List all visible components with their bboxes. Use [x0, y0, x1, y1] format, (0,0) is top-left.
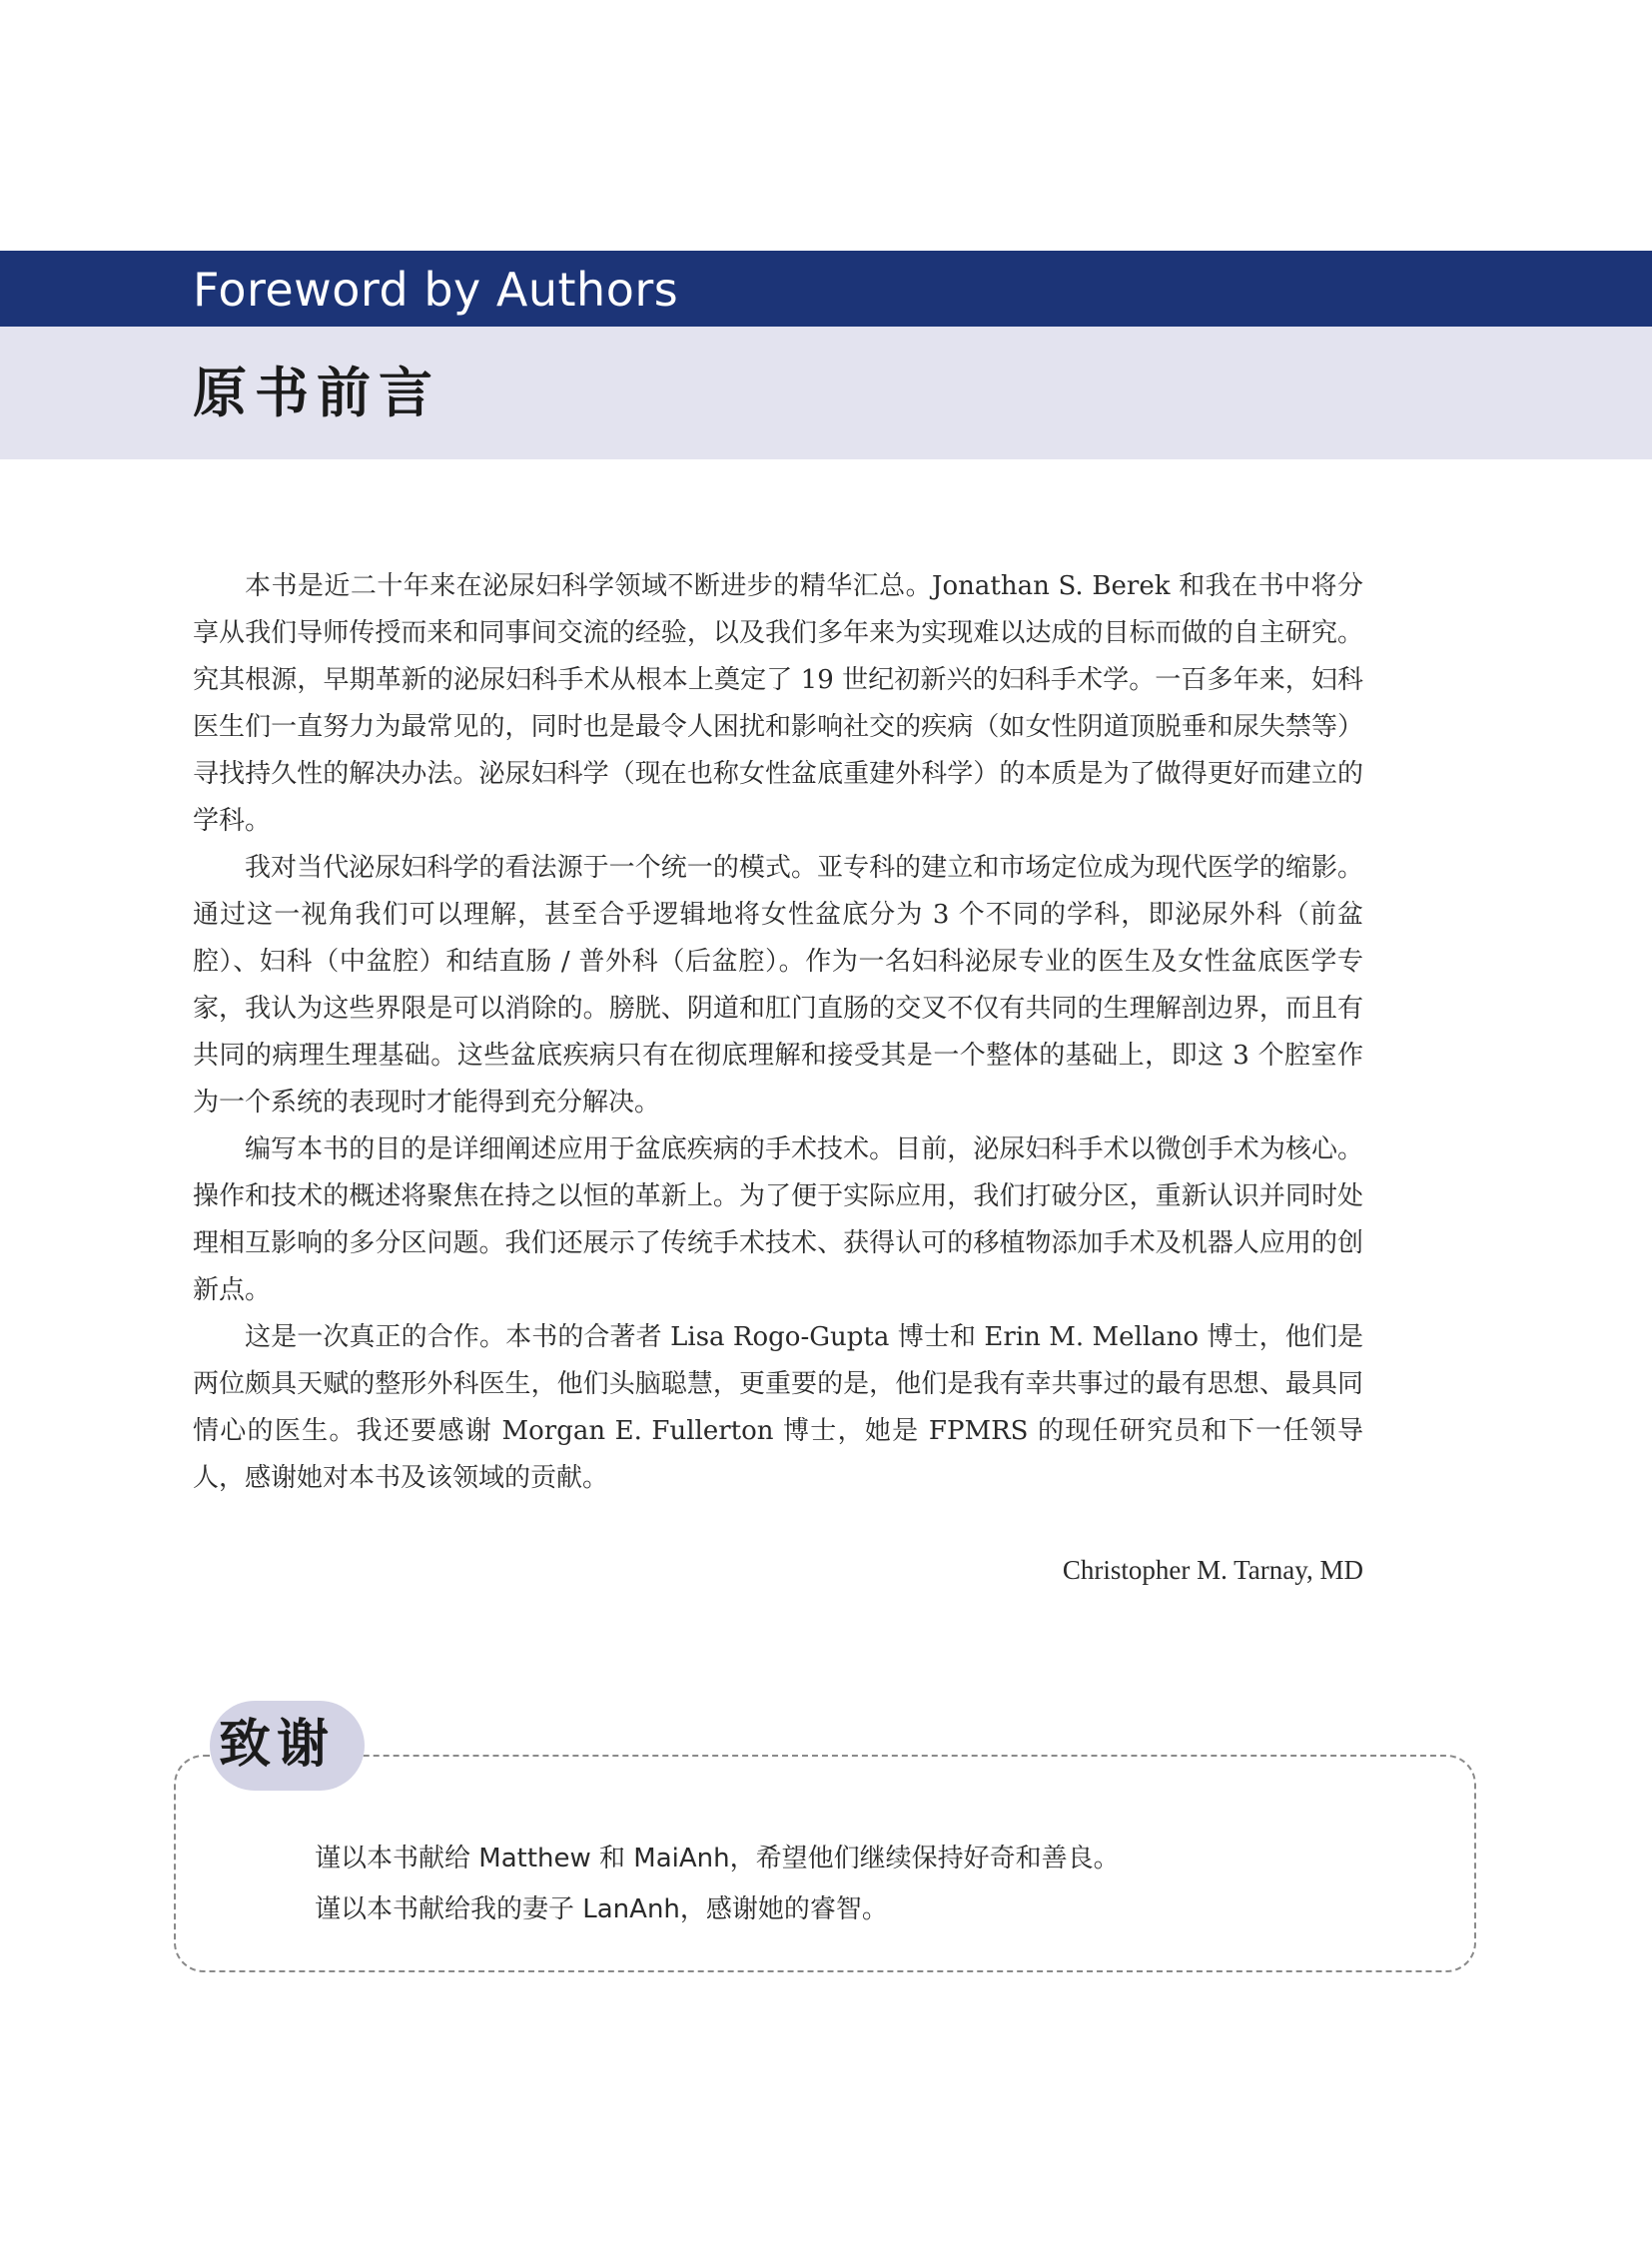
foreword-paragraph-3: 编写本书的目的是详细阐述应用于盆底疾病的手术技术。目前，泌尿妇科手术以微创手术为核心。操作和技术的概述将聚焦在持之以恒的革新上。为了便于实际应用，我们打破分区，重新认识并同时处理相互影响的多分区问题。我们还展示了传统手术技术、获得认可的移植物添加手术及机器人应用的创新点。 [193, 1134, 1363, 1305]
foreword-paragraph-2: 我对当代泌尿妇科学的看法源于一个统一的模式。亚专科的建立和市场定位成为现代医学的缩影。通过这一视角我们可以理解，甚至合乎逻辑地将女性盆底分为 3 个不同的学科，即泌尿外科（前盆腔）、妇科（中盆腔）和结直肠 / 普外科（后盆腔）。作为一名妇科泌尿专业的医生及女性盆底医学专家，我认为这些界限是可以消除的。膀胱、阴道和肛门直肠的交叉不仅有共同的生理解剖边界，而且有共同的病理生理基础。这些盆底疾病只有在彻底理解和接受其是一个整体的基础上，即这 3 个腔室作为一个系统的表现时才能得到充分解决。 [193, 853, 1363, 1118]
foreword-paragraph-1: 本书是近二十年来在泌尿妇科学领域不断进步的精华汇总。Jonathan S. Berek 和我在书中将分享从我们导师传授而来和同事间交流的经验，以及我们多年来为实现难以达成的目标而做的自主研究。究其根源，早期革新的泌尿妇科手术从根本上奠定了 19 世纪初新兴的妇科手术学。一百多年来，妇科医生们一直努力为最常见的，同时也是最令人困扰和影响社交的疾病（如女性阴道顶脱垂和尿失禁等）寻找持久性的解决办法。泌尿妇科学（现在也称女性盆底重建外科学）的本质是为了做得更好而建立的学科。 [193, 571, 1363, 836]
foreword-paragraph-4: 这是一次真正的合作。本书的合著者 Lisa Rogo-Gupta 博士和 Erin M. Mellano 博士，他们是两位颇具天赋的整形外科医生，他们头脑聪慧，更重要的是，他们是我有幸共事过的最有思想、最具同情心的医生。我还要感谢 Morgan E. Fullerton 博士，她是 FPMRS 的现任研究员和下一任领导人，感谢她对本书及该领域的贡献。 [193, 1322, 1363, 1493]
acknowledgement-line-1: 谨以本书献给 Matthew 和 MaiAnh，希望他们继续保持好奇和善良。 [315, 1844, 1120, 1873]
author-signature: Christopher M. Tarnay, MD [1062, 1555, 1363, 1585]
acknowledgement-line-2: 谨以本书献给我的妻子 LanAnh，感谢她的睿智。 [315, 1894, 888, 1924]
acknowledgement-title: 致谢 [219, 1714, 336, 1775]
header-title-en: Foreword by Authors [193, 263, 679, 317]
page-title: 原书前言 [193, 361, 440, 424]
foreword-body [193, 563, 1363, 1502]
